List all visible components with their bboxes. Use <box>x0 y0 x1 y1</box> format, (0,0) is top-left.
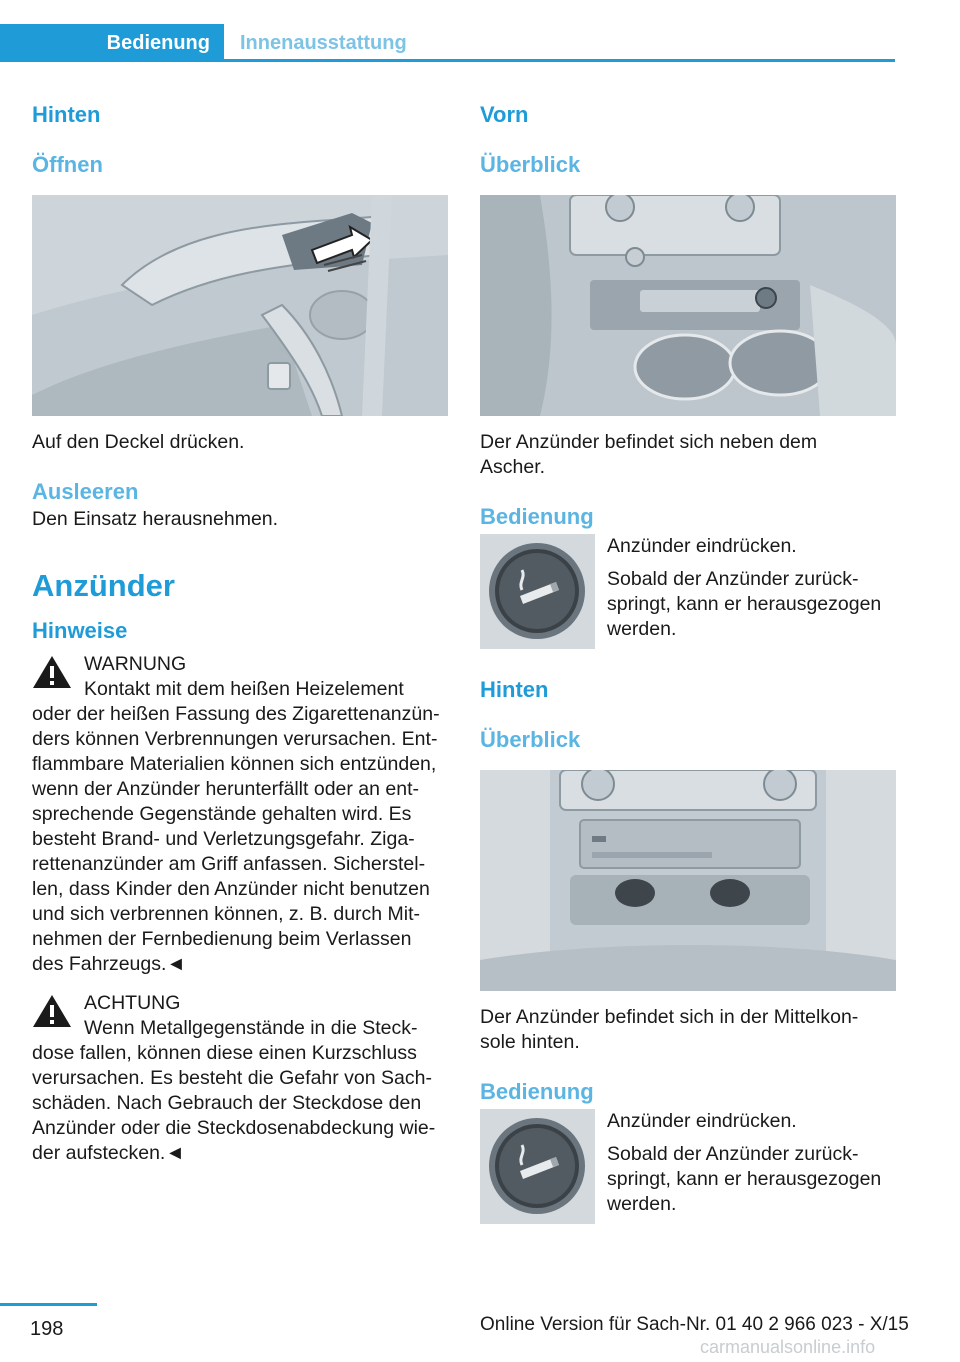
warning-line-5: sprechende Gegenstände gehalten wird. Es <box>32 803 412 825</box>
caption-rear-line-1: sole hinten. <box>480 1031 580 1053</box>
caution-line-2: verursachen. Es besteht die Gefahr von Sach- <box>32 1067 432 1089</box>
warning-line-3: flammbare Materialien können sich entzünden, <box>32 753 437 775</box>
caution-line-4: Anzünder oder die Steckdosenabdeckung wie- <box>32 1117 436 1139</box>
op-rear-line-0: Anzünder eindrücken. <box>607 1110 797 1132</box>
tab-bedienung: Bedienung <box>0 24 224 62</box>
photo-ashtray-rear-illustration <box>32 195 448 416</box>
right-column <box>480 100 896 1224</box>
header-tabs <box>0 24 895 62</box>
warning-line-0: Kontakt mit dem heißen Heizelement <box>84 678 404 700</box>
heading-bedienung-front: Bedienung <box>480 504 594 529</box>
heading-bedienung-rear: Bedienung <box>480 1079 594 1104</box>
operation-rear-text <box>607 1109 896 1224</box>
warning-line-1: oder der heißen Fassung des Zigarettenanzün- <box>32 703 440 725</box>
photo-console-rear-illustration <box>480 770 896 991</box>
operation-front <box>480 534 896 649</box>
version-text: Online Version für Sach-Nr. 01 40 2 966 023 - X/15 <box>480 1314 909 1335</box>
heading-ausleeren: Ausleeren <box>32 479 139 504</box>
header-rule <box>0 59 895 62</box>
photo-console-front <box>480 195 896 416</box>
caution-label: ACHTUNG <box>84 992 181 1014</box>
caution-line-1: dose fallen, können diese einen Kurzschluss <box>32 1042 417 1064</box>
warning-line-11: des Fahrzeugs.◄ <box>32 953 186 975</box>
page-number: 198 <box>30 1318 64 1340</box>
op-front-line-3: werden. <box>607 618 677 640</box>
caption-rear-line-0: Der Anzünder befindet sich in der Mittelkon- <box>480 1006 859 1028</box>
caution-block <box>32 991 448 1041</box>
op-front-line-1: Sobald der Anzünder zurück- <box>607 568 859 590</box>
heading-ueberblick-rear: Überblick <box>480 727 581 752</box>
op-rear-line-3: werden. <box>607 1193 677 1215</box>
warning-line-6: besteht Brand- und Verletzungsgefahr. Ziga- <box>32 828 415 850</box>
tab-innenausstattung: Innenausstattung <box>240 31 407 54</box>
warning-label: WARNUNG <box>84 653 187 675</box>
left-column <box>32 100 448 1166</box>
heading-hinten: Hinten <box>32 102 101 127</box>
heading-anzuender: Anzünder <box>32 568 175 603</box>
caution-line-0: Wenn Metallgegenstände in die Steck- <box>84 1017 418 1039</box>
op-rear-line-2: springt, kann er herausgezogen <box>607 1168 882 1190</box>
operation-rear <box>480 1109 896 1224</box>
warning-line-4: wenn der Anzünder herunterfällt oder an ent- <box>32 778 420 800</box>
heading-hinweise: Hinweise <box>32 618 128 643</box>
heading-ueberblick-front: Überblick <box>480 152 581 177</box>
op-rear-line-1: Sobald der Anzünder zurück- <box>607 1143 859 1165</box>
caption-rear <box>480 1005 896 1055</box>
cigarette-lighter-icon <box>480 1109 595 1224</box>
heading-oeffnen: Öffnen <box>32 152 103 177</box>
photo-console-front-illustration <box>480 195 896 416</box>
warning-text <box>32 702 448 977</box>
caution-triangle-icon <box>32 993 72 1029</box>
heading-hinten-right: Hinten <box>480 677 549 702</box>
page-footer <box>0 1303 960 1362</box>
caption-front <box>480 430 896 480</box>
caption-front-line-1: Ascher. <box>480 456 546 478</box>
warning-line-10: nehmen der Fernbedienung beim Verlassen <box>32 928 412 950</box>
caution-text <box>32 1041 448 1166</box>
operation-front-text <box>607 534 896 649</box>
warning-line-8: len, dass Kinder den Anzünder nicht benutzen <box>32 878 430 900</box>
warning-line-2: ders können Verbrennungen verursachen. Ent- <box>32 728 438 750</box>
photo-console-rear <box>480 770 896 991</box>
cigarette-lighter-icon <box>480 534 595 649</box>
caption-druecken: Auf den Deckel drücken. <box>32 431 245 453</box>
caution-line-3: schäden. Nach Gebrauch der Steckdose den <box>32 1092 422 1114</box>
heading-vorn: Vorn <box>480 102 529 127</box>
op-front-line-0: Anzünder eindrücken. <box>607 535 797 557</box>
warning-line-7: rettenanzünder am Griff anfassen. Sicherstel- <box>32 853 426 875</box>
warning-block <box>32 652 448 702</box>
op-front-line-2: springt, kann er herausgezogen <box>607 593 882 615</box>
caution-line-5: der aufstecken.◄ <box>32 1142 185 1164</box>
caption-front-line-0: Der Anzünder befindet sich neben dem <box>480 431 818 453</box>
warning-line-9: und sich verbrennen können, z. B. durch Mit- <box>32 903 421 925</box>
warning-triangle-icon <box>32 654 72 690</box>
photo-ashtray-rear <box>32 195 448 416</box>
footer-rule <box>0 1303 97 1306</box>
watermark: carmanualsonline.info <box>700 1337 876 1357</box>
text-einsatz: Den Einsatz herausnehmen. <box>32 508 279 530</box>
